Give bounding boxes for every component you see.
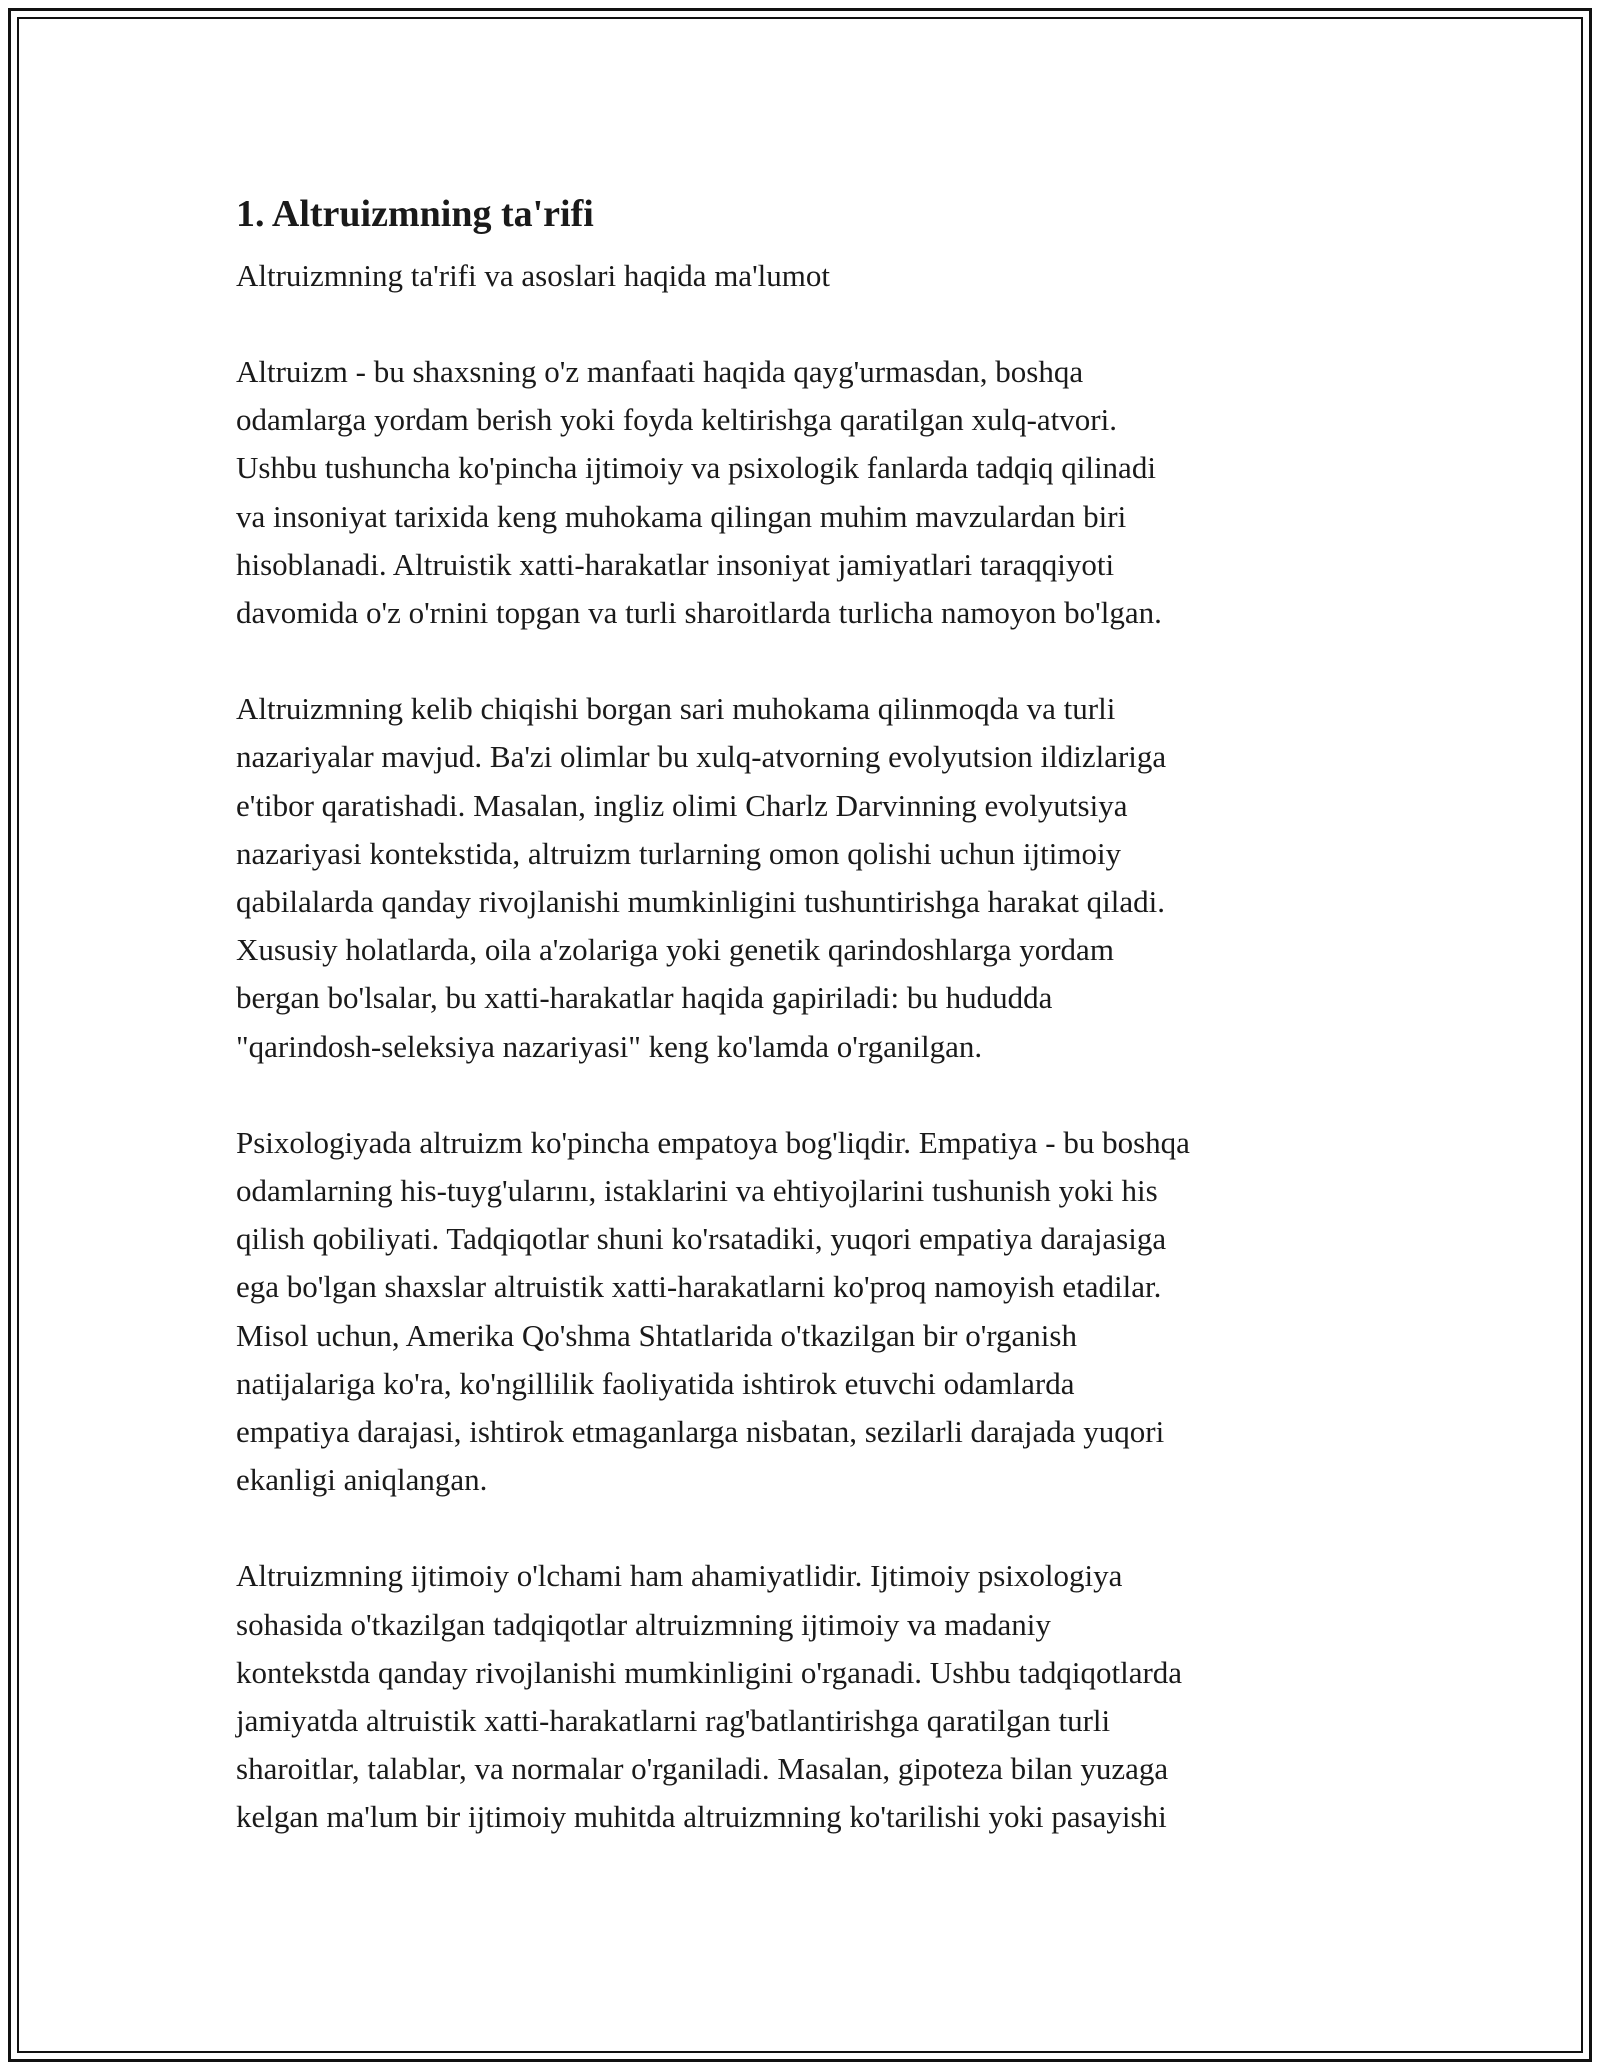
text-line: Ushbu tushuncha ko'pincha ijtimoiy va psixologik fanlarda tadqiq qilinadi (236, 450, 1156, 486)
text-line: davomida o'z o'rnini topgan va turli sharoitlarda turlicha namoyon bo'lgan. (236, 595, 1162, 631)
text-line: odamlarga yordam berish yoki foyda keltirishga qaratilgan xulq-atvori. (236, 402, 1117, 438)
text-line: ekanligi aniqlangan. (236, 1462, 488, 1498)
text-line: Altruizm - bu shaxsning o'z manfaati haqida qayg'urmasdan, boshqa (236, 354, 1084, 389)
section-heading: 1. Altruizmning ta'rifi (236, 193, 594, 235)
section-subtitle: Altruizmning ta'rifi va asoslari haqida ma'lumot (236, 258, 830, 293)
text-line: sharoitlar, talablar, va normalar o'rganiladi. Masalan, gipoteza bilan yuzaga (236, 1751, 1169, 1787)
text-line: Psixologiyada altruizm ko'pincha empatoya bog'liqdir. Empatiya - bu boshqa (236, 1124, 1190, 1160)
text-line: kontekstda qanday rivojlanishi mumkinligini o'rganadi. Ushbu tadqiqotlarda (236, 1654, 1183, 1690)
text-line: qilish qobiliyati. Tadqiqotlar shuni ko'rsatadiki, yuqori empatiya darajasiga (236, 1221, 1167, 1257)
text-line: ega bo'lgan shaxslar altruistik xatti-harakatlarni ko'proq namoyish etadilar. (236, 1269, 1162, 1305)
text-line: kelgan ma'lum bir ijtimoiy muhitda altruizmning ko'tarilishi yoki pasayishi (236, 1799, 1167, 1835)
paragraph-definition (236, 348, 1406, 637)
document-body (236, 186, 1406, 1890)
text-line: va insoniyat tarixida keng muhokama qilingan muhim mavzulardan biri (236, 498, 1127, 534)
paragraph-social (236, 1552, 1406, 1841)
text-line: hisoblanadi. Altruistik xatti-harakatlar insoniyat jamiyatlari taraqqiyoti (236, 546, 1115, 582)
text-line: nazariyasi kontekstida, altruizm turlarning omon qolishi uchun ijtimoiy (236, 835, 1122, 871)
text-line: natijalariga ko'ra, ko'ngillilik faoliyatida ishtirok etuvchi odamlarda (236, 1365, 1075, 1401)
text-line: Misol uchun, Amerika Qo'shma Shtatlarida o'tkazilgan bir o'rganish (236, 1317, 1077, 1353)
text-line: jamiyatda altruistik xatti-harakatlarni rag'batlantirishga qaratilgan turli (236, 1703, 1111, 1739)
text-line: empatiya darajasi, ishtirok etmaganlarga nisbatan, sezilarli darajada yuqori (236, 1414, 1165, 1450)
text-line: e'tibor qaratishadi. Masalan, ingliz olimi Charlz Darvinning evolyutsiya (236, 787, 1128, 823)
text-line: Xususiy holatlarda, oila a'zolariga yoki genetik qarindoshlarga yordam (236, 932, 1114, 968)
text-line: "qarindosh-seleksiya nazariyasi" keng ko'lamda o'rganilgan. (236, 1028, 983, 1064)
text-line: odamlarning his-tuyg'ularını, istaklarini va ehtiyojlarini tushunish yoki his (236, 1173, 1158, 1209)
paragraph-origins (236, 685, 1406, 1071)
text-line: Altruizmning kelib chiqishi borgan sari muhokama qilinmoqda va turli (236, 691, 1116, 727)
text-line: Altruizmning ijtimoiy o'lchami ham ahamiyatlidir. Ijtimoiy psixologiya (236, 1558, 1123, 1594)
text-line: bergan bo'lsalar, bu xatti-harakatlar haqida gapiriladi: bu hududda (236, 980, 1053, 1016)
paragraph-psychology (236, 1119, 1406, 1505)
text-line: sohasida o'tkazilgan tadqiqotlar altruizmning ijtimoiy va madaniy (236, 1606, 1051, 1642)
text-line: nazariyalar mavjud. Ba'zi olimlar bu xulq-atvorning evolyutsion ildizlariga (236, 739, 1167, 775)
text-line: qabilalarda qanday rivojlanishi mumkinligini tushuntirishga harakat qiladi. (236, 884, 1165, 920)
